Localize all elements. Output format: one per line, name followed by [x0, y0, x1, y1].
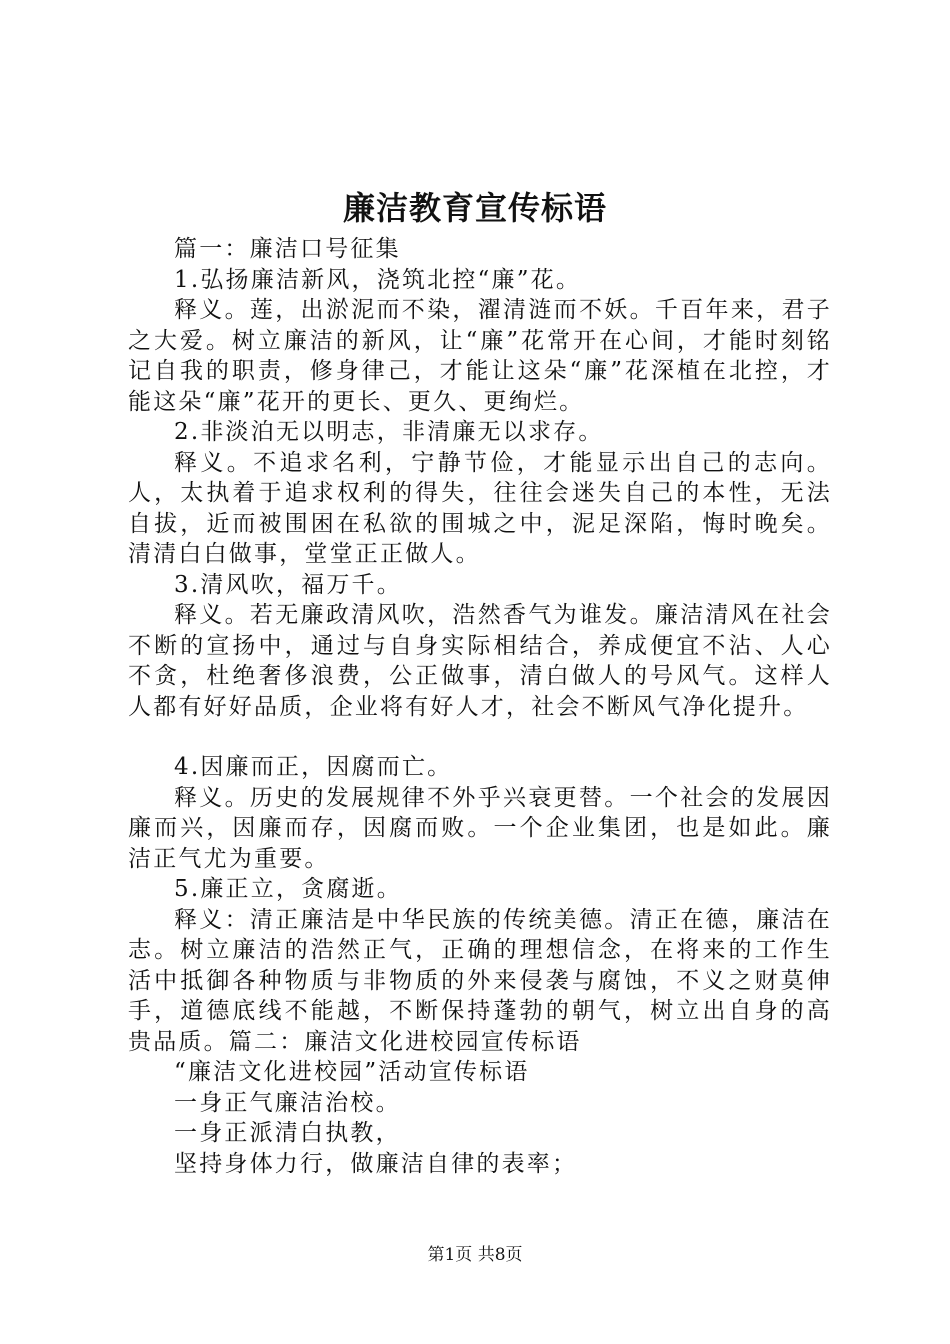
slogan-line: 一身正派清白执教， — [174, 1120, 401, 1146]
slogan-item: 4.因廉而正，因腐而亡。 — [174, 754, 453, 780]
section-heading: 篇一：廉洁口号征集 — [174, 236, 401, 262]
slogan-explanation: 释义。历史的发展规律不外乎兴衰更替。一个社会的发展因廉而兴，因廉而存，因腐而败。一个企业集团，也是如此。廉洁正气尤为重要。 — [128, 784, 832, 872]
slogan-line: 坚持身体力行，做廉洁自律的表率； — [174, 1150, 578, 1177]
slogan-item: 2.非淡泊无以明志，非清廉无以求存。 — [174, 419, 604, 445]
slogan-item: 5.廉正立，贪腐逝。 — [174, 876, 402, 902]
campaign-heading: “廉洁文化进校园”活动宣传标语 — [174, 1059, 530, 1085]
slogan-explanation: 释义：清正廉洁是中华民族的传统美德。清正在德，廉洁在志。树立廉洁的浩然正气，正确的理想信念，在将来的工作生活中抵御各种物质与非物质的外来侵袭与腐蚀，不义之财莫伸手，道德底线不能越，不断保持蓬勃的朝气，树立出自身的高贵品质。篇二：廉洁文化进校园宣传标语 — [128, 906, 832, 1055]
document-body — [128, 234, 832, 1179]
slogan-line: 一身正气廉洁治校。 — [174, 1089, 401, 1116]
slogan-explanation: 释义。不追求名利，宁静节俭，才能显示出自己的志向。人，太执着于追求权利的得失，往往会迷失自己的本性，无法自拔，近而被围困在私欲的围城之中，泥足深陷，悔时晚矣。清清白白做事，堂堂正正做人。 — [128, 449, 832, 567]
page-number: 第1页 共8页 — [427, 1245, 523, 1265]
document-title: 廉洁教育宣传标语 — [342, 189, 607, 227]
slogan-item: 3.清风吹，福万千。 — [174, 571, 402, 598]
slogan-explanation: 释义。莲，出淤泥而不染，濯清涟而不妖。千百年来，君子之大爱。树立廉洁的新风，让“廉”花常开在心间，才能时刻铭记自我的职责，修身律己，才能让这朵“廉”花深植在北控，才能这朵“廉”花开的更长、更久、更绚烂。 — [128, 297, 832, 415]
slogan-item: 1.弘扬廉洁新风，浇筑北控“廉”花。 — [174, 266, 582, 293]
slogan-explanation: 释义。若无廉政清风吹，浩然香气为谁发。廉洁清风在社会不断的宣扬中，通过与自身实际相结合，养成便宜不沾、人心不贪，杜绝奢侈浪费，公正做事，清白做人的号风气。这样人人都有好好品质，企业将有好人才，社会不断风气净化提升。 — [128, 602, 832, 720]
